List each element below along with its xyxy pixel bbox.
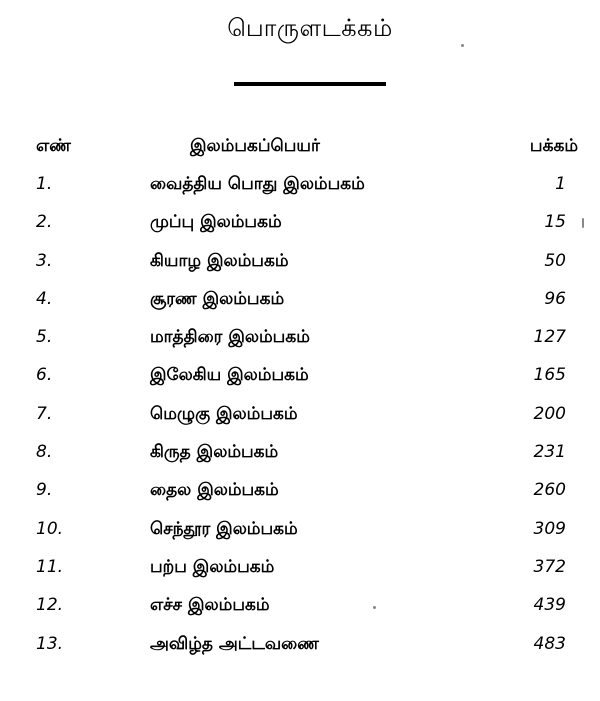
row-chapter: அவிழ்த அட்டவணை	[150, 633, 319, 654]
row-number: 9.	[36, 480, 53, 501]
table-row	[0, 247, 600, 285]
row-chapter: மெழுகு இலம்பகம்	[150, 403, 298, 424]
table-row	[0, 553, 600, 591]
row-page: 15	[544, 212, 566, 233]
row-number: 13.	[36, 633, 64, 654]
row-chapter: வைத்திய பொது இலம்பகம்	[150, 174, 365, 194]
header-page: பக்கம்	[529, 136, 578, 156]
table-row	[0, 630, 600, 668]
row-page: 96	[544, 288, 566, 309]
row-chapter: மாத்திரை இலம்பகம்	[150, 327, 310, 348]
table-row	[0, 170, 600, 208]
scan-speck	[461, 44, 464, 47]
row-page: 483	[533, 633, 566, 654]
row-number: 12.	[36, 595, 64, 616]
page-title: பொருளடக்கம்	[227, 14, 393, 42]
row-page: 127	[533, 327, 566, 348]
table-row	[0, 361, 600, 399]
row-chapter: சூரண இலம்பகம்	[150, 288, 285, 309]
row-number: 3.	[36, 250, 53, 271]
row-page: 260	[533, 480, 566, 501]
row-chapter: இலேகிய இலம்பகம்	[150, 365, 309, 386]
row-chapter: எச்ச இலம்பகம்	[150, 595, 270, 616]
row-chapter: தைல இலம்பகம்	[150, 480, 279, 501]
table-row	[0, 400, 600, 438]
table-row	[0, 476, 600, 514]
row-number: 8.	[36, 442, 53, 463]
row-page: 439	[533, 595, 566, 616]
table-row	[0, 323, 600, 361]
header-number: எண்	[36, 136, 71, 156]
row-number: 5.	[36, 327, 53, 348]
row-number: 6.	[36, 365, 53, 386]
table-row	[0, 438, 600, 476]
row-number: 10.	[36, 518, 64, 539]
scan-speck	[373, 606, 376, 609]
row-number: 4.	[36, 288, 53, 309]
title-underline	[234, 82, 386, 86]
row-page: 50	[544, 250, 566, 271]
row-number: 1.	[36, 174, 53, 194]
row-page: 372	[533, 556, 566, 577]
row-chapter: செந்தூர இலம்பகம்	[150, 518, 298, 539]
row-page: 200	[533, 403, 566, 424]
contents-list	[0, 170, 600, 668]
row-page: 165	[533, 365, 566, 386]
table-row	[0, 591, 600, 629]
row-page: 231	[533, 442, 566, 463]
row-number: 11.	[36, 556, 64, 577]
row-chapter: கிருத இலம்பகம்	[150, 442, 279, 463]
table-row	[0, 208, 600, 246]
table-row	[0, 515, 600, 553]
header-chapter: இலம்பகப்பெயர்	[190, 136, 320, 156]
row-page: 309	[533, 518, 566, 539]
row-page: 1	[555, 174, 566, 194]
row-number: 2.	[36, 212, 53, 233]
scan-speck	[582, 218, 584, 228]
table-header	[0, 136, 600, 162]
row-number: 7.	[36, 403, 53, 424]
row-chapter: பற்ப இலம்பகம்	[150, 556, 275, 577]
table-row	[0, 285, 600, 323]
row-chapter: கியாழ இலம்பகம்	[150, 250, 289, 271]
row-chapter: முப்பு இலம்பகம்	[150, 212, 282, 233]
